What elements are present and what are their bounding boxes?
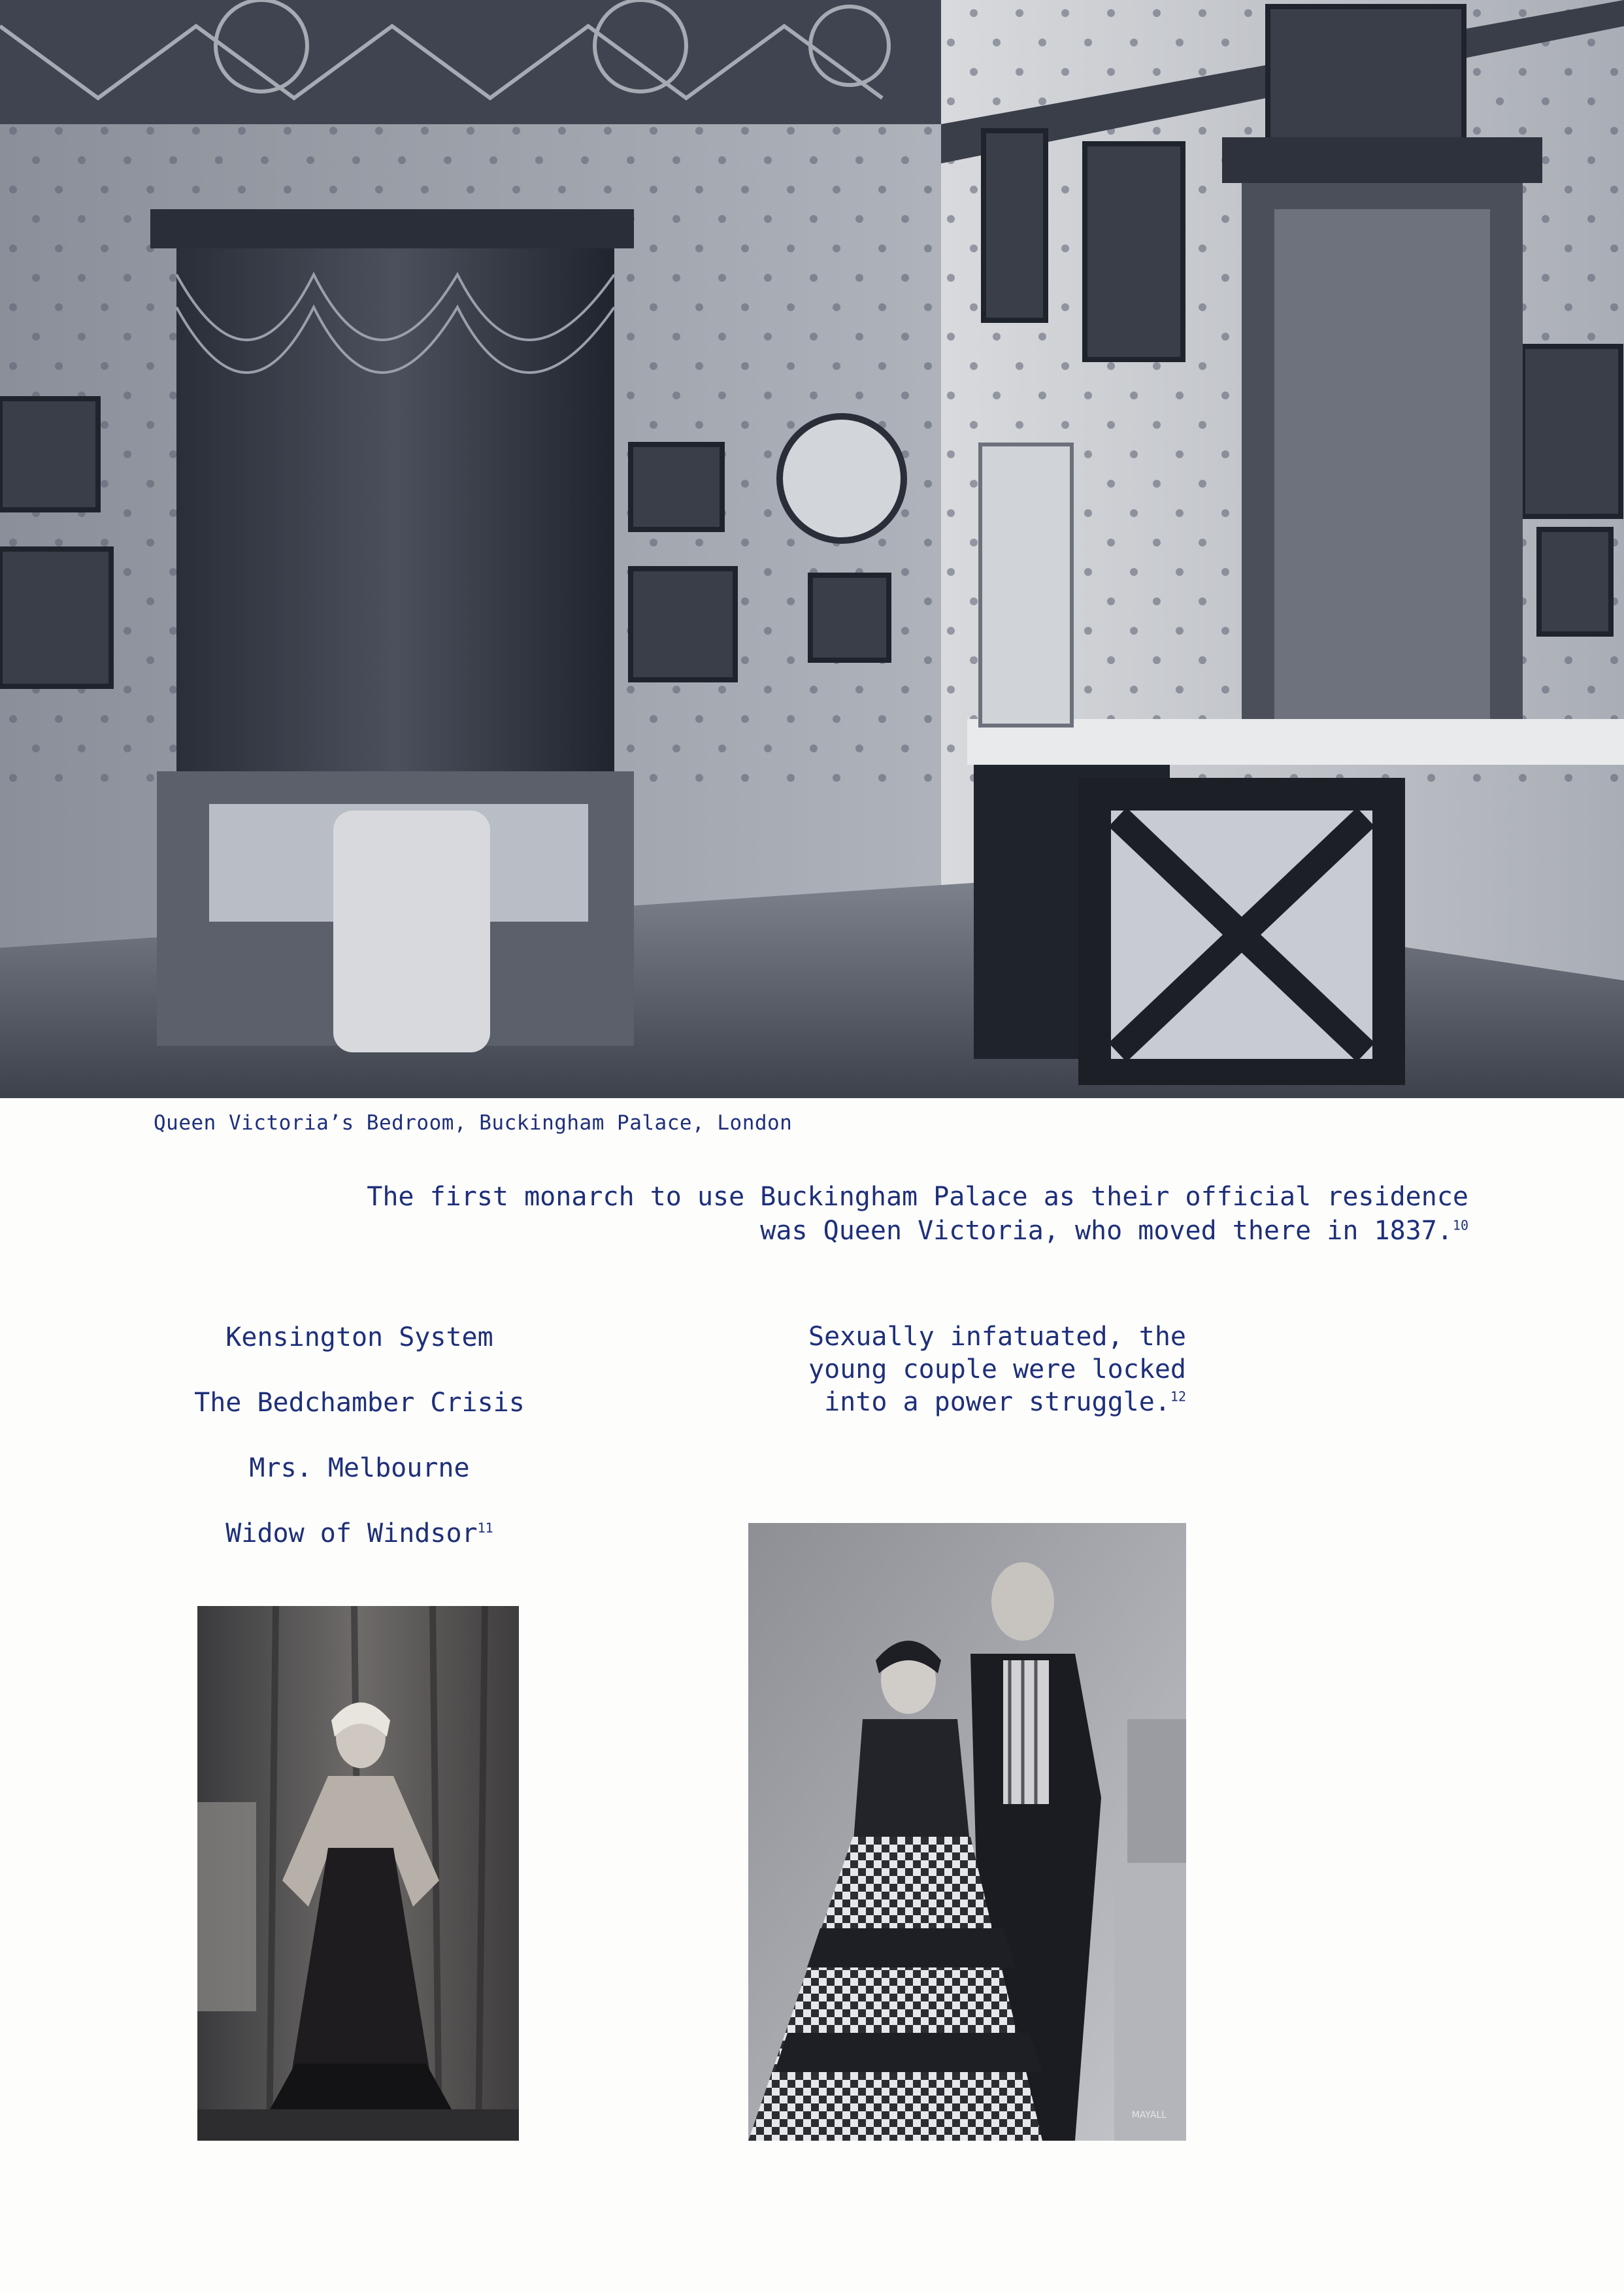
couple-portrait-photo	[748, 1523, 1186, 2141]
photographer-mark: MAYALL	[1131, 2110, 1167, 2120]
bedroom-photo-caption: Queen Victoria’s Bedroom, Buckingham Palace, London	[154, 1111, 793, 1135]
queen-portrait-photo	[197, 1606, 519, 2141]
intro-line-2: was Queen Victoria, who moved there in 1837.10	[760, 1216, 1468, 1246]
quote-paragraph	[808, 1320, 1186, 1418]
quote-line: young couple were locked	[808, 1354, 1186, 1384]
quote-line: into a power struggle.$^{12}$	[824, 1387, 1186, 1417]
topic-item: The Bedchamber Crisis	[194, 1388, 525, 1418]
footnote-ref: 12	[1170, 1388, 1186, 1405]
footnote-ref: 10	[1452, 1217, 1468, 1233]
bedroom-photo	[0, 0, 1624, 1098]
footnote-ref: 11	[477, 1520, 493, 1536]
topic-list	[163, 1320, 555, 1582]
intro-paragraph	[367, 1180, 1468, 1248]
topic-item: Kensington System	[225, 1322, 493, 1352]
quote-line: Sexually infatuated, the	[808, 1322, 1186, 1352]
topic-item: Widow of Windsor$^{11}$	[225, 1518, 493, 1548]
topic-item: Mrs. Melbourne	[249, 1453, 470, 1483]
intro-line-1: The first monarch to use Buckingham Palace as their official residence	[367, 1182, 1468, 1212]
